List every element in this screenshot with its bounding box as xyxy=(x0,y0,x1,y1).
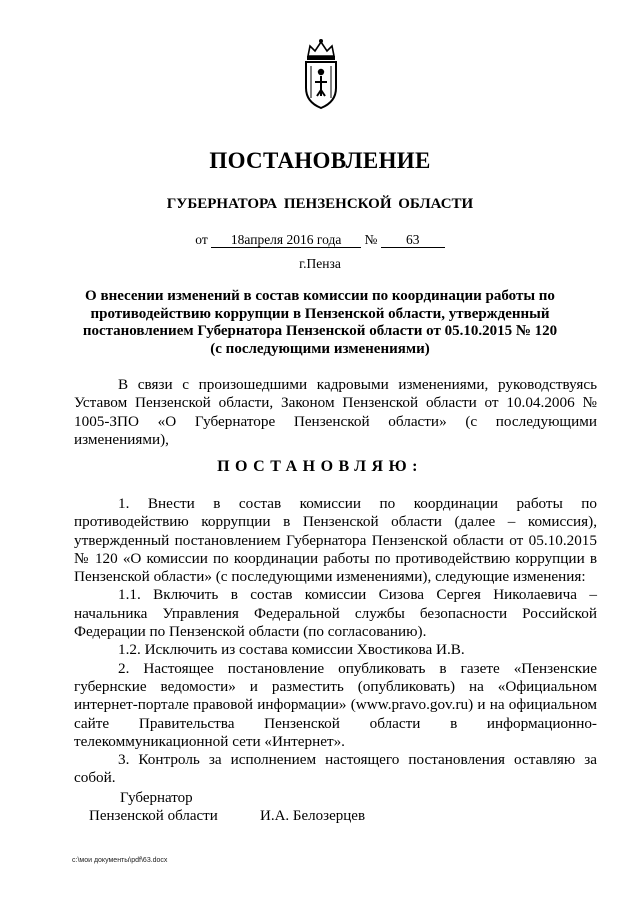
decree-item-2: 2. Настоящее постановление опубликовать в газете «Пензенские губернские ведомости» и разместить (опубликовать) на «Официальном интернет-портале правовой информации» (www.pravo.gov.ru) и на официальном сайте Правительства Пензенской области в информационно-телекоммуникационной сети «Интернет». xyxy=(74,659,597,750)
city: г.Пенза xyxy=(299,256,341,271)
decree-item-1: 1. Внести в состав комиссии по координации работы по противодействию коррупции в Пензенской области (далее – комиссия), утвержденный постановлением Губернатора Пензенской области от 05.10.2015 № 120 «О комиссии по координации работы по противодействию коррупции в Пензенской области» (с последующими изменениями), следующие изменения: xyxy=(74,495,597,586)
date-number-line xyxy=(0,232,640,248)
document-title: ПОСТАНОВЛЕНИЕ xyxy=(209,148,431,173)
document-date: 18апреля 2016 года xyxy=(211,233,361,248)
issuer-subtitle: ГУБЕРНАТОРА ПЕНЗЕНСКОЙ ОБЛАСТИ xyxy=(166,196,474,212)
decree-item-3: 3. Контроль за исполнением настоящего постановления оставляю за собой. xyxy=(74,751,597,787)
number-label: № xyxy=(364,232,378,247)
decree-items xyxy=(74,495,597,788)
decree-item-1-2: 1.2. Исключить из состава комиссии Хвостикова И.В. xyxy=(118,641,465,659)
intro-paragraph xyxy=(74,376,597,449)
coat-of-arms-emblem xyxy=(298,38,344,110)
file-path-footer: c:\мои документы\pdf\63.docx xyxy=(72,857,168,864)
document-subject: О внесении изменений в состав комиссии по координации работы по противодействию коррупции в Пензенской области, утвержденный постановлением Губернатора Пензенской области от 05.10.2015 № 120 (с последующими изменениями) xyxy=(82,288,558,357)
intro-text: В связи с произошедшими кадровыми изменениями, руководствуясь Уставом Пензенской области, Законом Пензенской области от 10.04.2006 № 1005-ЗПО «О Губернаторе Пензенской области» (с последующими изменениями), xyxy=(74,376,597,448)
signatory-position-line1: Губернатор xyxy=(120,790,193,806)
decree-heading: ПОСТАНОВЛЯЮ: xyxy=(217,458,423,475)
signatory-position-line2: Пензенской области xyxy=(89,808,218,824)
document-number: 63 xyxy=(381,233,445,248)
decree-item-1-1: 1.1. Включить в состав комиссии Сизова Сергея Николаевича – начальника Управления Федеральной службы безопасности Российской Федерации по Пензенской области (по согласованию). xyxy=(74,586,597,641)
from-label: от xyxy=(195,232,208,247)
signatory-name: И.А. Белозерцев xyxy=(260,808,366,824)
